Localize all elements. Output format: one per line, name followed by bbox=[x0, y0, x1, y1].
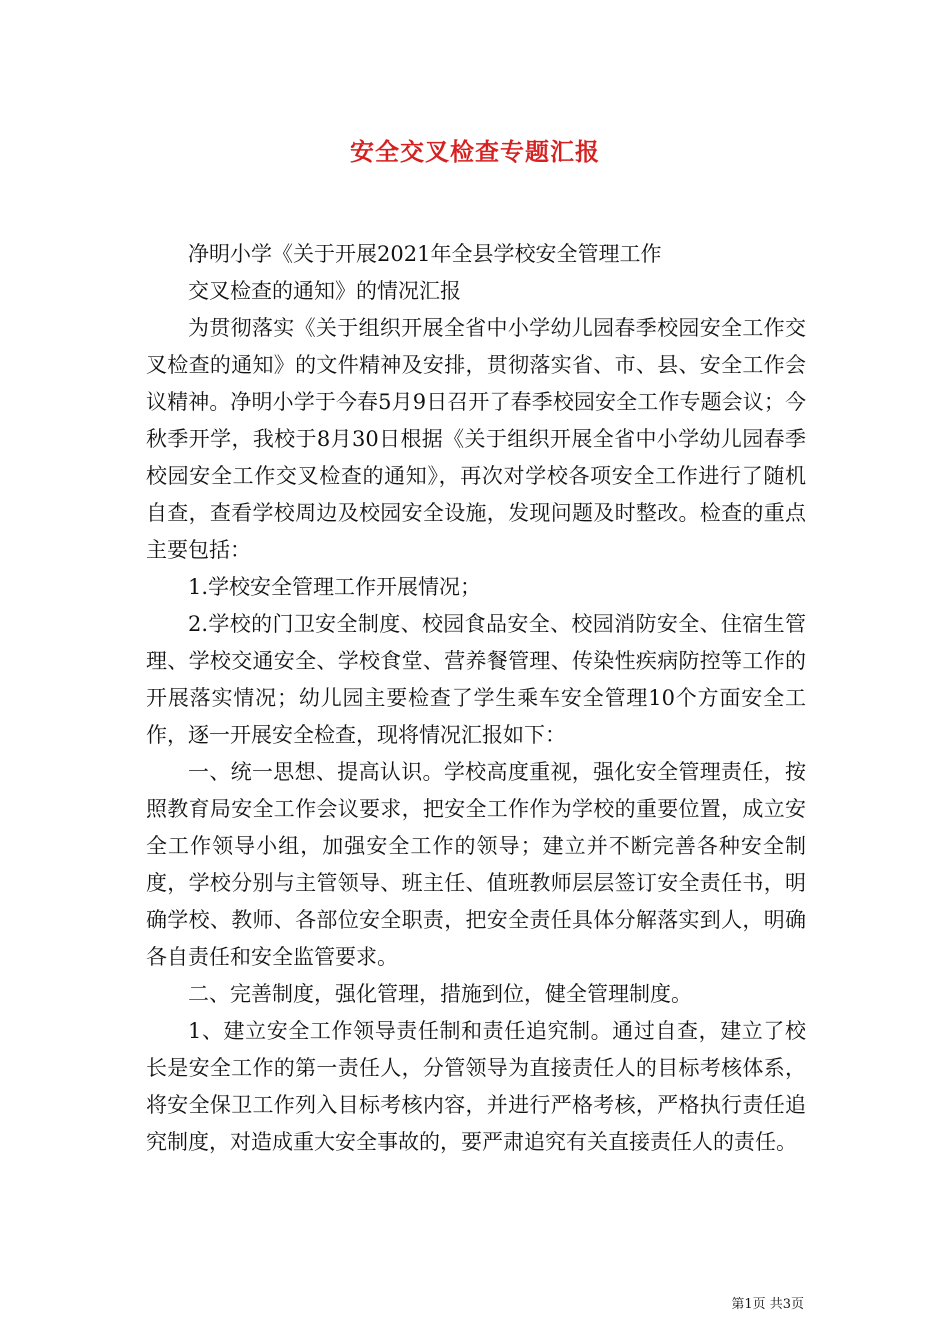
paragraph-item-2: 2.学校的门卫安全制度、校园食品安全、校园消防安全、住宿生管理、学校交通安全、学校食堂、营养餐管理、传染性疾病防控等工作的开展落实情况；幼儿园主要检查了学生乘车安全管理10个方面安全工作，逐一开展安全检查，现将情况汇报如下： bbox=[146, 612, 806, 747]
paragraph-section-2-item-1: 1、建立安全工作领导责任制和责任追究制。通过自查，建立了校长是安全工作的第一责任人，分管领导为直接责任人的目标考核体系，将安全保卫工作列入目标考核内容，并进行严格考核，严格执行责任追究制度，对造成重大安全事故的，要严肃追究有关直接责任人的责任。 bbox=[146, 1019, 806, 1154]
document-title: 安全交叉检查专题汇报 bbox=[350, 137, 600, 166]
report-subject-line-2: 交叉检查的通知》的情况汇报 bbox=[188, 279, 461, 303]
paragraph-intro: 为贯彻落实《关于组织开展全省中小学幼儿园春季校园安全工作交叉检查的通知》的文件精神及安排，贯彻落实省、市、县、安全工作会议精神。净明小学于今春5月9日召开了春季校园安全工作专题会议；今秋季开学，我校于8月30日根据《关于组织开展全省中小学幼儿园春季校园安全工作交叉检查的通知》，再次对学校各项安全工作进行了随机自查，查看学校周边及校园安全设施，发现问题及时整改。检查的重点主要包括： bbox=[146, 316, 806, 562]
page-number-footer: 第1页 共3页 bbox=[731, 1297, 804, 1312]
document-body bbox=[146, 236, 806, 1161]
report-subject-line-1: 净明小学《关于开展2021年全县学校安全管理工作 bbox=[188, 242, 662, 266]
paragraph-section-2-heading: 二、完善制度，强化管理，措施到位，健全管理制度。 bbox=[188, 982, 692, 1006]
paragraph-item-1: 1.学校安全管理工作开展情况； bbox=[188, 575, 482, 599]
paragraph-section-1: 一、统一思想、提高认识。学校高度重视，强化安全管理责任，按照教育局安全工作会议要求，把安全工作作为学校的重要位置，成立安全工作领导小组，加强安全工作的领导；建立并不断完善各种安全制度，学校分别与主管领导、班主任、值班教师层层签订安全责任书，明确学校、教师、各部位安全职责，把安全责任具体分解落实到人，明确各自责任和安全监管要求。 bbox=[146, 760, 806, 969]
